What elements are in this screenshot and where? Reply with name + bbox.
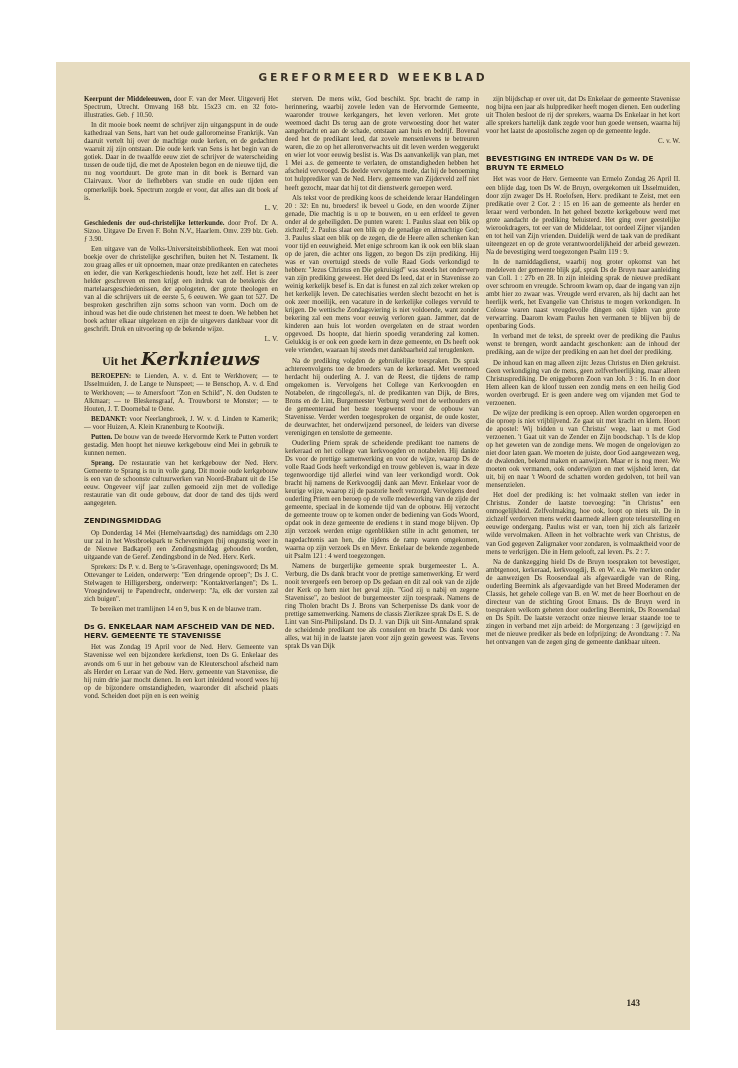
review-initials: L. V. bbox=[264, 204, 278, 212]
book-review-2 bbox=[84, 220, 278, 345]
bevestiging-paragraph: In verband met de tekst, de spreekt over de prediking die Paulus wenst te brengen, wordt aandacht geschonken: aan de inhoud der prediking, aan de wijze der prediking en aan het doel der prediking. bbox=[486, 333, 680, 357]
review-meta: door F. van der Meer. Uitgeverij Het Spectrum, Utrecht. Omvang 168 blz. 15x23 cm. en 32 foto-illustraties. Geb. ƒ 10.50. bbox=[84, 96, 278, 120]
review-title: Geschiedenis der oud-christelijke letterkunde. bbox=[84, 219, 225, 227]
newspaper-page bbox=[56, 62, 690, 1030]
bedankt-paragraph: BEDANKT: voor Neerlangbroek, J. W. v. d. Linden te Kamerik; — voor Huizen, A. Klein Kranenburg te Kootwijk. bbox=[84, 415, 278, 431]
page-header: GEREFORMEERD WEEKBLAD bbox=[258, 72, 488, 84]
bevestiging-paragraph: Na de dankzegging hield Ds de Bruyn toespraken tot bevestiger, ambtgenoot, kerkeraad, kerkvoogdij, B. en W. e.a. We merkten onder de aanwezigen Ds Roosendaal als afgevaardigde van de Ring, ouderling Beernink als afgevaardigde van het Breed Moderamen der Classis, het gehele college van B. en W. met de heer Boerhout en de directeur van de stichting Groot Emaus. Ds de Bruyn werd in toespraken welkom geheten door ouderling Beernink, Ds Roosendaal en Ds Spilt. De laatste verzocht onze nieuwe leraar staande toe te zingen in verband met zijn arbeid: de Morgenzang : 3 (gewijzigd en met de nieuwe prediker als bede en lofprijzing: de Avondzang : 7. Na het ontvangen van de zegen ging de gemeente dankbaar uiteen. bbox=[486, 558, 680, 647]
review-title: Keerpunt der Middeleeuwen, bbox=[84, 96, 172, 103]
bevestiging-paragraph: In de namiddagdienst, waarbij nog groter opkomst van het medeleven der gemeente blijk gaf, sprak Ds de Bruyn naar aanleiding van Coll. 1 : 27b en 28. In zijn inleiding sprak de nieuwe predikant over schroom en vreugde. Schroom kwam op, daar de ingang van zijn ambt hier zo zwaar was. Vreugde werd ervaren, als hij dacht aan het heerlijk werk, het Evangelie van Christus te mogen verkondigen. In Colosse waren naast vreugdevolle dingen ook tijden van grote verwarring. Daarom kwam Paulus hen vermanen te blijven bij de openbaring Gods. bbox=[486, 258, 680, 331]
sprang-lead: Sprang. bbox=[91, 459, 115, 467]
kerknieuws-prefix: Uit het bbox=[102, 354, 138, 369]
bevestiging-paragraph: De inhoud kan en mag alleen zijn: Jezus Christus en Dien gekruist. Geen verkondiging van de mens, geen zelfverheerlijking, maar alleen Christusprediking. De eniggeboren Zoon van Joh. 3 : 16. In en door Hem alleen kan de kloof tussen een zondig mens en een heilig God worden overbrugd. Er is geen andere weg om vijanden met God te verzoenen. bbox=[486, 359, 680, 407]
zendingsmiddag-paragraph: Te bereiken met tramlijnen 14 en 9, bus K en de blauwe tram. bbox=[91, 606, 262, 614]
afscheid-heading: Ds G. ENKELAAR NAM AFSCHEID VAN DE NED. HERV. GEMEENTE TE STAVENISSE bbox=[84, 622, 275, 640]
beroepen-lead: BEROEPEN: bbox=[91, 373, 132, 381]
article-paragraph: zijn blijdschap er over uit, dat Ds Enkelaar de gemeente Stavenisse nog bijna een jaar als hulpprediker heeft mogen dienen. Een ouderling uit Tholen besloot de rij der sprekers, waarna Ds Enkelaar in het kort alle sprekers hartelijk dank zegde voor hun goede wensen, waarna hij voor het laatst de apostolische zegen op de gemeente legde. bbox=[486, 96, 680, 136]
sprang-paragraph: Sprang. De restauratie van het kerkgebouw der Ned. Herv. Gemeente te Sprang is nu in volle gang. Dit mooie oude kerkgebouw is een van de schoonste cultuurwerken van Noord-Brabant uit de 15e eeuw. Ongeveer vijf jaar zullen gemoeid zijn met de volledige restauratie van dit oude gebouw, dat door de tand des tijds werd aangegeten. bbox=[84, 459, 278, 508]
bevestiging-paragraph: De wijze der prediking is een oproep. Allen worden opgeroepen en die oproep is niet vrijblijvend. Ze gaat uit met kracht en klem. Hoort de apostel: Wij bidden u van Christus' wege, laat u met God verzoenen. 't Gaat uit van de Zender en Zijn boodschap. 't Is de klop op het geweten van de zondige mens. We mogen de ongelovigen zo niet door laten gaan. We moeten de juiste, door God aangewezen weg, de dwalenden, bekend maken en aanwijzen. Maar er is nog meer. We moeten ook vermanen, ook onderwijzen en met wijsheid leren, dat uit, bij en naar 't Woord de schatten worden gedolven, tot heil van mensenzielen. bbox=[486, 409, 680, 490]
article-initials: C. v. W. bbox=[658, 138, 680, 146]
review-initials: L. V. bbox=[264, 336, 278, 344]
zendingsmiddag-paragraph: Sprekers: Ds P. v. d. Berg te 's-Gravenhage, openingswoord; Ds M. Ottevanger te Leiden, onderwerp: "Een dringende oproep"; Ds J. C. Stelwagen te Hilligersberg, onderwerp: "Kontaktverlangen"; Ds L. Vroegindeweij te Papendrecht, onderwerp: "Ja, elk der vorsten zal zich buigen". bbox=[84, 563, 278, 604]
bedankt-lead: BEDANKT: bbox=[91, 415, 127, 423]
putten-lead: Putten. bbox=[91, 433, 113, 441]
zendingsmiddag-paragraph: Op Donderdag 14 Mei (Hemelvaartsdag) des namiddags om 2.30 uur zal in het Westbroekpark te Scheveningen (bij ongunstig weer in de Nieuwe Badkapel) een Zendingsmiddag gehouden worden, uitgaande van de Geref. Zendingsbond in de Ned. Herv. Kerk. bbox=[84, 529, 278, 561]
bevestiging-paragraph: Het was voor de Herv. Gemeente van Ermelo Zondag 26 April II. een blijde dag, toen Ds W. de Bruyn, overgekomen uit IJsselmuiden, door zijn zwager Ds H. Roelofsen, Herv. predikant te Zeist, met een predikatie over 2 Cor. 2 : 15 en 16 aan de gemeente als herder en leraar werd verbonden. In het geheel bezette kerkgebouw werd met grote aandacht de prediking beluisterd. Het ging over geestelijke wierookdragers, tot eer van de Middelaar, tot oordeel Zijner vijanden en tot heil van Zijn vrienden. Duidelijk werd de taak van de predikant uiteengezet en op de grote verantwoordelijkheid der arbeid gewezen. Na de bevestiging werd toegezongen Psalm 119 : 9. bbox=[486, 176, 680, 256]
article-paragraph: Ouderling Priem sprak de scheidende predikant toe namens de kerkeraad en het college van kerkvoogden en notabelen. Hij dankte Ds voor de prettige samenwerking en voor de wijze, waarop Ds de volle Raad Gods heeft verkondigd en trouw gebleven is, waar in deze tegenwoordige tijd allerlei wind van leer verkondigd wordt. Ook bracht hij namens de Kerkvoogdij dank aan Mevr. Enkelaar voor de keurige wijze, waarop zij de pastorie heeft verzorgd. Vervolgens deed ouderling Priem een beroep op de volle medewerking van de zijde der gemeente, speciaal in de komende tijd van de opbouw. Hij verzocht de gemeente trouw op te komen onder de bediening van Gods Woord, opdat ook in deze gemeente de erediens t in stand moge blijven. Op zijn verzoek werden enige ogenblikken stilte in acht genomen, ter nagedachtenis aan hen, die tijdens de ramp waren omgekomen, waarna op zijn verzoek Ds en Mevr. Enkelaar de bekende zegenbede uit Psalm 121 : 4 werd toegezongen. bbox=[285, 439, 479, 560]
beroepen-paragraph: BEROEPEN: te Lienden, A. v. d. Ent te Werkhoven; — te IJsselmuiden, J. de Lange te Nunspeet; — te Benschop, A. v. d. End te Werkhoven; — te Amersfoort "Zon en Schild", N. den Oudsten te Alkmaar; — te Bleskensgraaf, A. Trouwborst te Monster; — te Houten, J. T. Doornebal te Oene. bbox=[84, 373, 278, 413]
afscheid-paragraph: Het was Zondag 19 April voor de Ned. Herv. Gemeente van Stavenisse wel een bijzondere kerkdienst, toen Ds G. Enkelaar des avonds om 6 uur in het gebouw van de Kleuterschool afscheid nam als Herder en Leraar van de Ned. Herv. gemeente van Stavenisse, die hij ruim drie jaar mocht dienen. In een kort inleidend woord wees hij op de bijzondere omstandigheden, waaronder dit afscheid plaats vond. Scheiden doet pijn en is een weinig bbox=[84, 644, 278, 700]
book-review-1 bbox=[84, 96, 278, 213]
review-body: Een uitgave van de Volks-Universiteitsbibliotheek. Een wat mooi boekje over de christelijke geschriften, buiten het N. Testament. Ik zou graag alles er uit opnoemen, maar onze predikanten en catechetes en ieder, die van Kerkgeschiedenis houdt, leze het zelf. Het is zeer helder geschreven en men krijgt een indruk van de betekenis der martelaarsgeschiedenissen, der apologeten, der grote theologen en van al die schrijvers uit de eerste 5, 6 eeuwen. We gaan tot 527. De besproken geschriften zijn soms schoon van vorm. Doch om de inhoud was het die oude christenen het meest te doen. We hebben het boek achter elkaar uitgelezen en zijn de uitgevers dankbaar voor dit geschrift. Druk en uitvoering op de bekende wijze. bbox=[84, 245, 278, 334]
column-3 bbox=[486, 96, 680, 649]
article-paragraph: sterven. De mens wikt, God beschikt. Spr. bracht de ramp in herinnering, waarbij zovele leden van de Hervormde Gemeente, waaronder trouwe kerkgangers, het leven verloren. Met grote weemoed dacht Ds terug aan de grote verwoesting door het water aangebracht en aan de schade, ontstaan aan huis en bedrijf. Bovenal deed het de predikant leed, dat zovele mensenlevens te betreuren waren, die zo op het alleronverwachts uit dit leven werden weggerukt en wier lot voor eeuwig beslist is. Was Ds aanvankelijk van plan, met 1 Mei a.s. de gemeente te verlaten, de omstandigheden hebben het afscheid vervroegd. Ds deelde vervolgens mede, dat hij de benoeming tot hulpprediker van de Ned. Herv. gemeente van Zijderveld zelf niet heeft gezocht, maar dat hij tot dit dienstwerk geroepen werd. bbox=[285, 96, 479, 192]
column-2 bbox=[285, 96, 479, 653]
article-paragraph: Als tekst voor de prediking koos de scheidende leraar Handelingen 20 : 32: En nu, broeders! ik beveel u Gode, en den woorde Zijner genade, Die machtig is u op te bouwen, en u een erfdeel te geven onder al de geheiligden. De punten waren: 1. Paulus slaat een blik op zichzelf; 2. Paulus slaat een blik op de genadige en almachtige God; 3. Paulus slaat een blik op de zegen, die de Heere allen schenken kan voor tijd en eeuwigheid. Met enige schroom kan ik ook een blik slaan op de jaren, die achter ons liggen, zo begon Ds zijn prediking. Hij was er van overtuigd steeds de volle Raad Gods verkondigd te hebben: "Jezus Christus en Die gekruisigd" was steeds het onderwerp van zijn prediking geweest. Het deed Ds leed, dat er in Stavenisse zo weinig kerkelijk besef is. En dat is funest en zal zich zeker wreken op het kerkelijk leven. De catechisaties werden slecht bezocht en het is ook zeer moeilijk, een vacature in de kerkelijke colleges vervuld te krijgen. De wettische Zondagsviering is niet voldoende, want zonder bekering zal een mens voor eeuwig verloren gaan. Jammer, dat de kinderen aan huis lot worden overgelaten en de straat worden opgevoed. Ds hoopte, dat hierin spoedig verandering zal komen. Gelukkig is er ook een goede kern in deze gemeente, en Ds heeft ook vele vrienden, waaraan hij steeds met dankbaarheid zal terugdenken. bbox=[285, 194, 479, 355]
bevestiging-heading: BEVESTIGING EN INTREDE VAN Ds W. DE BRUYN TE ERMELO bbox=[486, 154, 654, 172]
bevestiging-paragraph: Het doel der prediking is: het volmaakt stellen van ieder in Christus. Zonder de laatste toevoeging: "in Christus" een onmogelijkheid. Zelfvolmaking, hoe ook, loopt op niets uit. De in zichzelf verdorven mens werkt daarmede alleen grote teleurstelling en eeuwige ondergang. Paulus wist er van, toen hij zich als farizeër wilde vervolmaken. Alleen in het volbrachte werk van Christus, de van God gegeven Zaligmaker voor zondaren, is volmaaktheid voor de mens te verkrijgen. Die in Hem gelooft, zal leven. Ps. 2 : 7. bbox=[486, 492, 680, 556]
article-paragraph: Na de prediking volgden de gebruikelijke toespraken. Ds sprak achtereenvolgens toe de broeders van de kerkeraad. Met weemoed herdacht hij ouderling A. J. van de Reest, die tijdens de ramp omgekomen is. Vervolgens het College van Kerkvoogden en Notabelen, de ringcollega's, nl. de predikanten van Dijk, de Bres, Brons en de Lint, Burgemeester Verburg werd met de wethouders en de gemeenteraad het beste toegewenst voor de opbouw van Stavenisse. Verder werden toegesproken de organist, de oude koster, de deurwachter, het onderwijzend personeel, de leiders van diverse verenigingen en tenslotte de gemeente. bbox=[285, 357, 479, 437]
zendingsmiddag-heading: ZENDINGSMIDDAG bbox=[84, 516, 162, 526]
review-meta: door Prof. Dr A. Sizoo. Uitgave De Erven F. Bohn N.V., Haarlem. Omv. 239 blz. Geb. ƒ 3.90. bbox=[84, 219, 278, 243]
page-number: 143 bbox=[626, 998, 640, 1008]
kerknieuws-script-title: Kerknieuws bbox=[141, 349, 260, 371]
kerknieuws-heading bbox=[84, 349, 278, 371]
putten-paragraph: Putten. De bouw van de tweede Hervormde Kerk te Putten vordert gestadig. Men hoopt het nieuwe kerkgebouw eind Mei in gebruik te kunnen nemen. bbox=[84, 433, 278, 457]
review-body: In dit mooie boek neemt de schrijver zijn uitgangspunt in de oude kathedraal van Sens, hart van het oude galloromeinse Frankrijk. Van daaruit vertelt hij over de machtige oude kerken, en de gedachten waaruit zij zijn ontstaan. Die oude kerk van Sens is het begin van de gotiek. Daar in de twaalfde eeuw ziet de schrijver de waterscheiding tussen de oude tijd, die met de Apostelen begon en de nieuwe tijd, die nu nog voortduurt. De grote man in dit boek is Bernard van Clairvaux. Voor de liefhebbers van studie en oude tijden een opmerkelijk boek. Spectrum zorgde er voor, dat alles aan dit boek af is. bbox=[84, 122, 278, 202]
article-paragraph: Namens de burgerlijke gemeente sprak burgemeester L. A. Verburg, die Ds dank bracht voor de prettige samenwerking. Er werd nooit tevergeefs een beroep op Ds gedaan en dit zal ook van de zijde der Kerk op hem niet het geval zijn. "God zij u nabij en zegene Stavenisse", zo besloot de burgemeester zijn toespraak. Namens de ring Tholen bracht Ds J. Brons van Scherpenisse Ds dank voor de prettige samenwerking. Namens de classis Zierikzee sprak Ds E. S. de Lint van Sint-Philipsland. Ds D. J. van Dijk uit Sint-Annaland sprak de scheidende predikant toe als consulent en bracht Ds dank voor alles, wat hij in de laatste jaren voor zijn gezin geweest was. Tevens sprak Ds van Dijk bbox=[285, 562, 479, 651]
column-1 bbox=[84, 96, 278, 703]
